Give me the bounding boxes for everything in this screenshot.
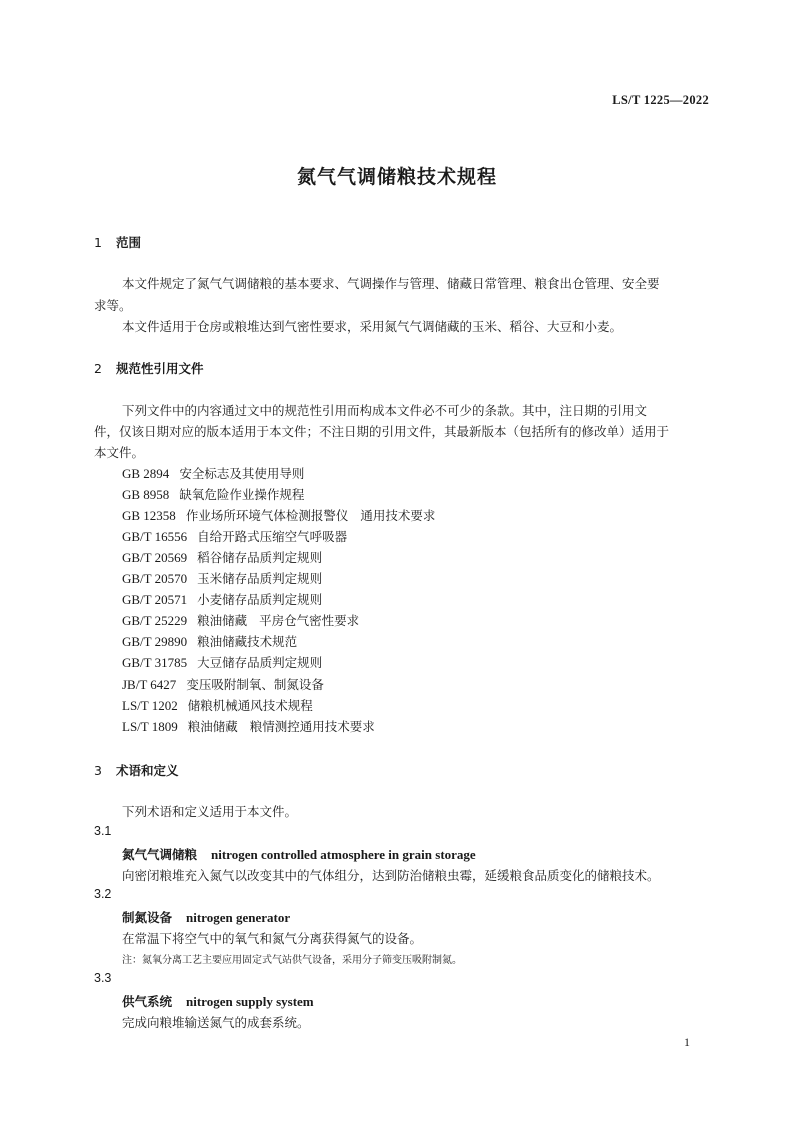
paragraph-line: 本文件适用于仓房或粮堆达到气密性要求，采用氮气气调储藏的玉米、稻谷、大豆和小麦。 [122,319,623,334]
reference-title: 缺氧危险作业操作规程 [179,487,305,502]
reference-title: 作业场所环境气体检测报警仪 [185,508,349,523]
standard-code: LS/T 1225—2022 [612,93,709,107]
reference-title: 粮油储藏技术规范 [197,634,298,649]
reference-code: GB 2894 [122,466,170,481]
section-2-heading [94,359,204,377]
paragraph-line: 件，仅该日期对应的版本适用于本文件；不注日期的引用文件，其最新版本（包括所有的修改单）适用于 [94,424,670,439]
reference-item [122,675,324,693]
reference-title: 大豆储存品质判定规则 [197,655,323,670]
reference-title: 粮油储藏 [187,719,238,734]
term-number: 3.2 [94,887,112,901]
term-zh: 制氮设备 [122,910,173,925]
reference-title: 稻谷储存品质判定规则 [197,550,323,565]
reference-code: GB/T 31785 [122,655,188,670]
term-zh: 供气系统 [122,994,173,1009]
reference-code: GB 8958 [122,487,170,502]
reference-subtitle: 平房仓气密性要求 [259,613,360,628]
section-number: 3 [94,763,102,778]
reference-code: GB/T 25229 [122,613,188,628]
reference-item [122,590,322,608]
reference-title: 安全标志及其使用导则 [179,466,305,481]
term-heading [122,908,290,926]
paragraph-line: 本文件规定了氮气气调储粮的基本要求、气调操作与管理、储藏日常管理、粮食出仓管理、安全要 [122,276,660,291]
reference-title: 变压吸附制氧、制氮设备 [186,677,324,692]
term-definition: 在常温下将空气中的氧气和氮气分离获得氮气的设备。 [122,931,423,946]
term-note: 注：氮氧分离工艺主要应用固定式气站供气设备，采用分子筛变压吸附制氮。 [122,955,462,966]
section-title: 范围 [116,235,142,250]
reference-title: 小麦储存品质判定规则 [197,592,323,607]
term-number: 3.3 [94,971,112,985]
reference-item [122,506,435,524]
reference-title: 自给开路式压缩空气呼吸器 [197,529,348,544]
reference-item [122,611,359,629]
reference-item [122,548,322,566]
paragraph-line: 下列文件中的内容通过文中的规范性引用而构成本文件必不可少的条款。其中，注日期的引用文 [122,403,648,418]
document-title: 氮气气调储粮技术规程 [296,166,497,188]
reference-item [122,653,322,671]
reference-subtitle: 通用技术要求 [360,508,436,523]
page-number: 1 [684,1035,690,1049]
term-heading [122,992,314,1010]
term-definition: 完成向粮堆输送氮气的成套系统。 [122,1015,310,1030]
reference-title: 粮油储藏 [197,613,248,628]
reference-title: 玉米储存品质判定规则 [197,571,323,586]
section-title: 术语和定义 [116,763,179,778]
reference-item [122,527,347,545]
section-number: 2 [94,361,102,376]
term-en: nitrogen controlled atmosphere in grain storage [211,847,476,862]
reference-item [122,717,375,735]
reference-code: JB/T 6427 [122,677,177,692]
reference-code: GB/T 20571 [122,592,188,607]
reference-code: GB/T 16556 [122,529,188,544]
term-zh: 氮气气调储粮 [122,847,198,862]
reference-code: GB 12358 [122,508,176,523]
reference-subtitle: 粮情测控通用技术要求 [249,719,375,734]
term-en: nitrogen generator [186,910,291,925]
paragraph-line: 求等。 [94,298,132,313]
section-1-heading [94,233,141,251]
reference-code: LS/T 1202 [122,698,178,713]
reference-code: GB/T 29890 [122,634,188,649]
term-en: nitrogen supply system [186,994,314,1009]
section-number: 1 [94,235,102,250]
section-3-heading [94,761,179,779]
term-definition: 向密闭粮堆充入氮气以改变其中的气体组分，达到防治储粮虫霉，延缓粮食品质变化的储粮技术。 [122,868,660,883]
paragraph-line: 下列术语和定义适用于本文件。 [122,804,298,819]
reference-item [122,485,304,503]
term-heading [122,845,476,863]
section-title: 规范性引用文件 [116,361,204,376]
reference-item [122,632,297,650]
reference-title: 储粮机械通风技术规程 [187,698,313,713]
reference-code: GB/T 20569 [122,550,188,565]
paragraph-line: 本文件。 [94,445,145,460]
reference-code: GB/T 20570 [122,571,188,586]
reference-code: LS/T 1809 [122,719,178,734]
term-number: 3.1 [94,824,112,838]
reference-item [122,696,313,714]
reference-item [122,464,304,482]
reference-item [122,569,322,587]
